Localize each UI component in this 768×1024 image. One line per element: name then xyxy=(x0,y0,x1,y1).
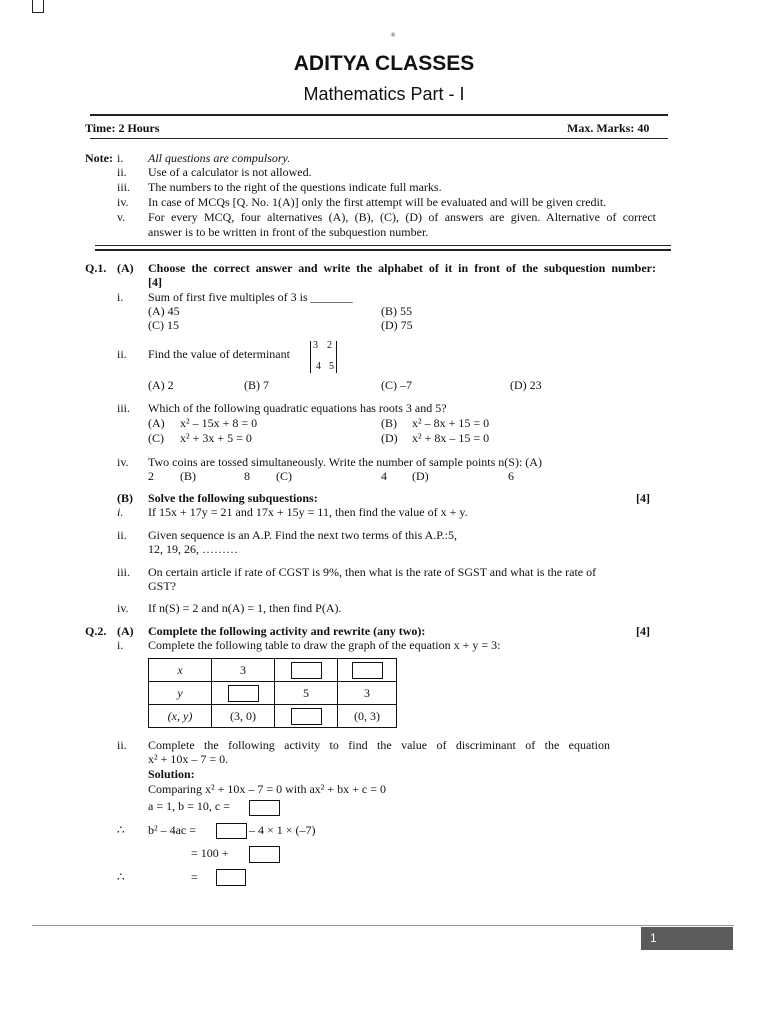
table-cell xyxy=(275,659,338,682)
option: 6 xyxy=(508,469,514,483)
exam-max-marks: Max. Marks: 40 xyxy=(567,121,650,135)
sub-number: i. xyxy=(117,290,124,304)
solution-line: – 4 × 1 × (–7) xyxy=(249,823,316,837)
part-label: (B) xyxy=(117,491,133,505)
option: 2 xyxy=(148,469,154,483)
therefore-symbol: ∴ xyxy=(117,823,125,837)
question-text: Find the value of determinant xyxy=(148,347,290,361)
xy-table xyxy=(148,658,397,728)
option: (B) xyxy=(180,469,196,483)
question-number: Q.2. xyxy=(85,624,107,638)
note-item-text: All questions are compulsory. xyxy=(148,151,291,165)
note-item: In case of MCQs [Q. No. 1(A)] only the first attempt will be evaluated and will be given credit. xyxy=(148,195,607,209)
answer-box[interactable] xyxy=(352,662,383,679)
answer-box[interactable] xyxy=(249,800,280,816)
option: (C) xyxy=(276,469,292,483)
table-cell xyxy=(275,705,338,728)
answer-box[interactable] xyxy=(216,823,247,839)
sub-number: iv. xyxy=(117,601,129,615)
option-equation: x² + 8x – 15 = 0 xyxy=(412,431,490,445)
question-number: Q.1. xyxy=(85,261,107,275)
option: (D) 23 xyxy=(510,378,542,392)
time-divider xyxy=(90,138,668,139)
sub-number: ii. xyxy=(117,528,127,542)
solution-line: = xyxy=(191,870,198,884)
sub-number: ii. xyxy=(117,738,127,752)
solution-line: = 100 + xyxy=(191,846,229,860)
note-num: i. xyxy=(117,151,124,165)
section-instruction: Choose the correct answer and write the alphabet of it in front of the subquestion number: xyxy=(148,261,656,275)
answer-box[interactable] xyxy=(249,846,280,863)
note-item-cont: answer is to be written in front of the subquestion number. xyxy=(148,225,429,239)
registered-mark: ® xyxy=(390,32,396,39)
note-num: v. xyxy=(117,210,126,224)
matrix-cell: 4 xyxy=(316,361,321,372)
option: (C) –7 xyxy=(381,378,412,392)
option: 8 xyxy=(244,469,250,483)
question-text-cont: x² + 10x – 7 = 0. xyxy=(148,752,229,766)
question-text: Which of the following quadratic equations has roots 3 and 5? xyxy=(148,401,447,415)
solution-line: Comparing x² + 10x – 7 = 0 with ax² + bx + c = 0 xyxy=(148,782,387,796)
answer-box[interactable] xyxy=(228,685,259,702)
option-equation: x² – 15x + 8 = 0 xyxy=(180,416,258,430)
section-instruction: Solve the following subquestions: xyxy=(148,491,318,505)
answer-box[interactable] xyxy=(291,662,322,679)
section-marks: [4] xyxy=(636,624,650,638)
exam-time: Time: 2 Hours xyxy=(85,121,160,135)
sub-number: i. xyxy=(117,505,124,519)
page-title: ADITYA CLASSES xyxy=(293,52,475,75)
table-cell xyxy=(338,659,397,682)
header-divider xyxy=(90,114,668,116)
table-cell: 3 xyxy=(338,682,397,705)
answer-box[interactable] xyxy=(291,708,322,725)
question-text-cont: GST? xyxy=(148,579,176,593)
note-item: The numbers to the right of the questions indicate full marks. xyxy=(148,180,442,194)
sub-number: i. xyxy=(117,638,124,652)
option: 4 xyxy=(381,469,387,483)
matrix-cell: 3 xyxy=(313,340,318,351)
page-subtitle: Mathematics Part - I xyxy=(303,84,465,104)
table-row xyxy=(149,659,397,682)
answer-box[interactable] xyxy=(216,869,246,886)
table-cell: 3 xyxy=(212,659,275,682)
option: (B) 55 xyxy=(381,304,412,318)
option: (D) 75 xyxy=(381,318,413,332)
option-equation: x² – 8x + 15 = 0 xyxy=(412,416,490,430)
table-cell: x xyxy=(149,659,212,682)
option-label: (A) xyxy=(148,416,165,430)
sub-number: ii. xyxy=(117,347,127,361)
sub-number: iv. xyxy=(117,455,129,469)
option-equation: x² + 3x + 5 = 0 xyxy=(180,431,252,445)
sub-number: iii. xyxy=(117,565,131,579)
solution-line: b² – 4ac = xyxy=(148,823,197,837)
note-divider-1 xyxy=(95,245,671,246)
option-label: (C) xyxy=(148,431,164,445)
therefore-symbol: ∴ xyxy=(117,870,125,884)
note-item: For every MCQ, four alternatives (A), (B), (C), (D) of answers are given. Alternative of correct xyxy=(148,210,656,224)
table-cell: y xyxy=(149,682,212,705)
question-text: Sum of first five multiples of 3 is _______ xyxy=(148,290,353,304)
option: (A) 2 xyxy=(148,378,174,392)
sub-number: iii. xyxy=(117,401,131,415)
option: (C) 15 xyxy=(148,318,179,332)
table-cell: 5 xyxy=(275,682,338,705)
note-divider-2 xyxy=(95,249,671,251)
solution-line: a = 1, b = 10, c = xyxy=(148,799,230,813)
note-label: Note: xyxy=(85,151,113,165)
table-cell: (x, y) xyxy=(149,705,212,728)
part-label: (A) xyxy=(117,261,134,275)
question-text-cont: 12, 19, 26, ……… xyxy=(148,542,238,556)
note-num: ii. xyxy=(117,165,127,179)
option: (A) 45 xyxy=(148,304,180,318)
option: (B) 7 xyxy=(244,378,269,392)
matrix-cell: 2 xyxy=(327,340,332,351)
option-label: (B) xyxy=(381,416,397,430)
page-number: 1 xyxy=(650,931,657,945)
part-label: (A) xyxy=(117,624,134,638)
question-text: On certain article if rate of CGST is 9%, then what is the rate of SGST and what is the rate of xyxy=(148,565,597,579)
question-text: If n(S) = 2 and n(A) = 1, then find P(A). xyxy=(148,601,342,615)
section-instruction: Complete the following activity and rewrite (any two): xyxy=(148,624,426,638)
solution-label: Solution: xyxy=(148,767,195,781)
table-cell: (0, 3) xyxy=(338,705,397,728)
section-marks: [4] xyxy=(148,275,162,289)
question-text: Complete the following activity to find the value of discriminant of the equation xyxy=(148,738,610,752)
question-text: Given sequence is an A.P. Find the next two terms of this A.P.:5, xyxy=(148,528,457,542)
option: (D) xyxy=(412,469,429,483)
option-label: (D) xyxy=(381,431,398,445)
note-num: iii. xyxy=(117,180,131,194)
footer-divider xyxy=(32,925,734,926)
page-corner-icon xyxy=(32,0,44,13)
question-text: If 15x + 17y = 21 and 17x + 15y = 11, then find the value of x + y. xyxy=(148,505,468,519)
table-row xyxy=(149,705,397,728)
table-cell xyxy=(212,682,275,705)
section-marks: [4] xyxy=(636,491,650,505)
note-num: iv. xyxy=(117,195,129,209)
question-text: Complete the following table to draw the graph of the equation x + y = 3: xyxy=(148,638,501,652)
matrix-cell: 5 xyxy=(329,361,334,372)
note-item: Use of a calculator is not allowed. xyxy=(148,165,312,179)
table-cell: (3, 0) xyxy=(212,705,275,728)
table-row xyxy=(149,682,397,705)
note-item xyxy=(148,151,290,165)
page-number-badge xyxy=(641,927,733,950)
question-text: Two coins are tossed simultaneously. Write the number of sample points n(S): (A) xyxy=(148,455,542,469)
